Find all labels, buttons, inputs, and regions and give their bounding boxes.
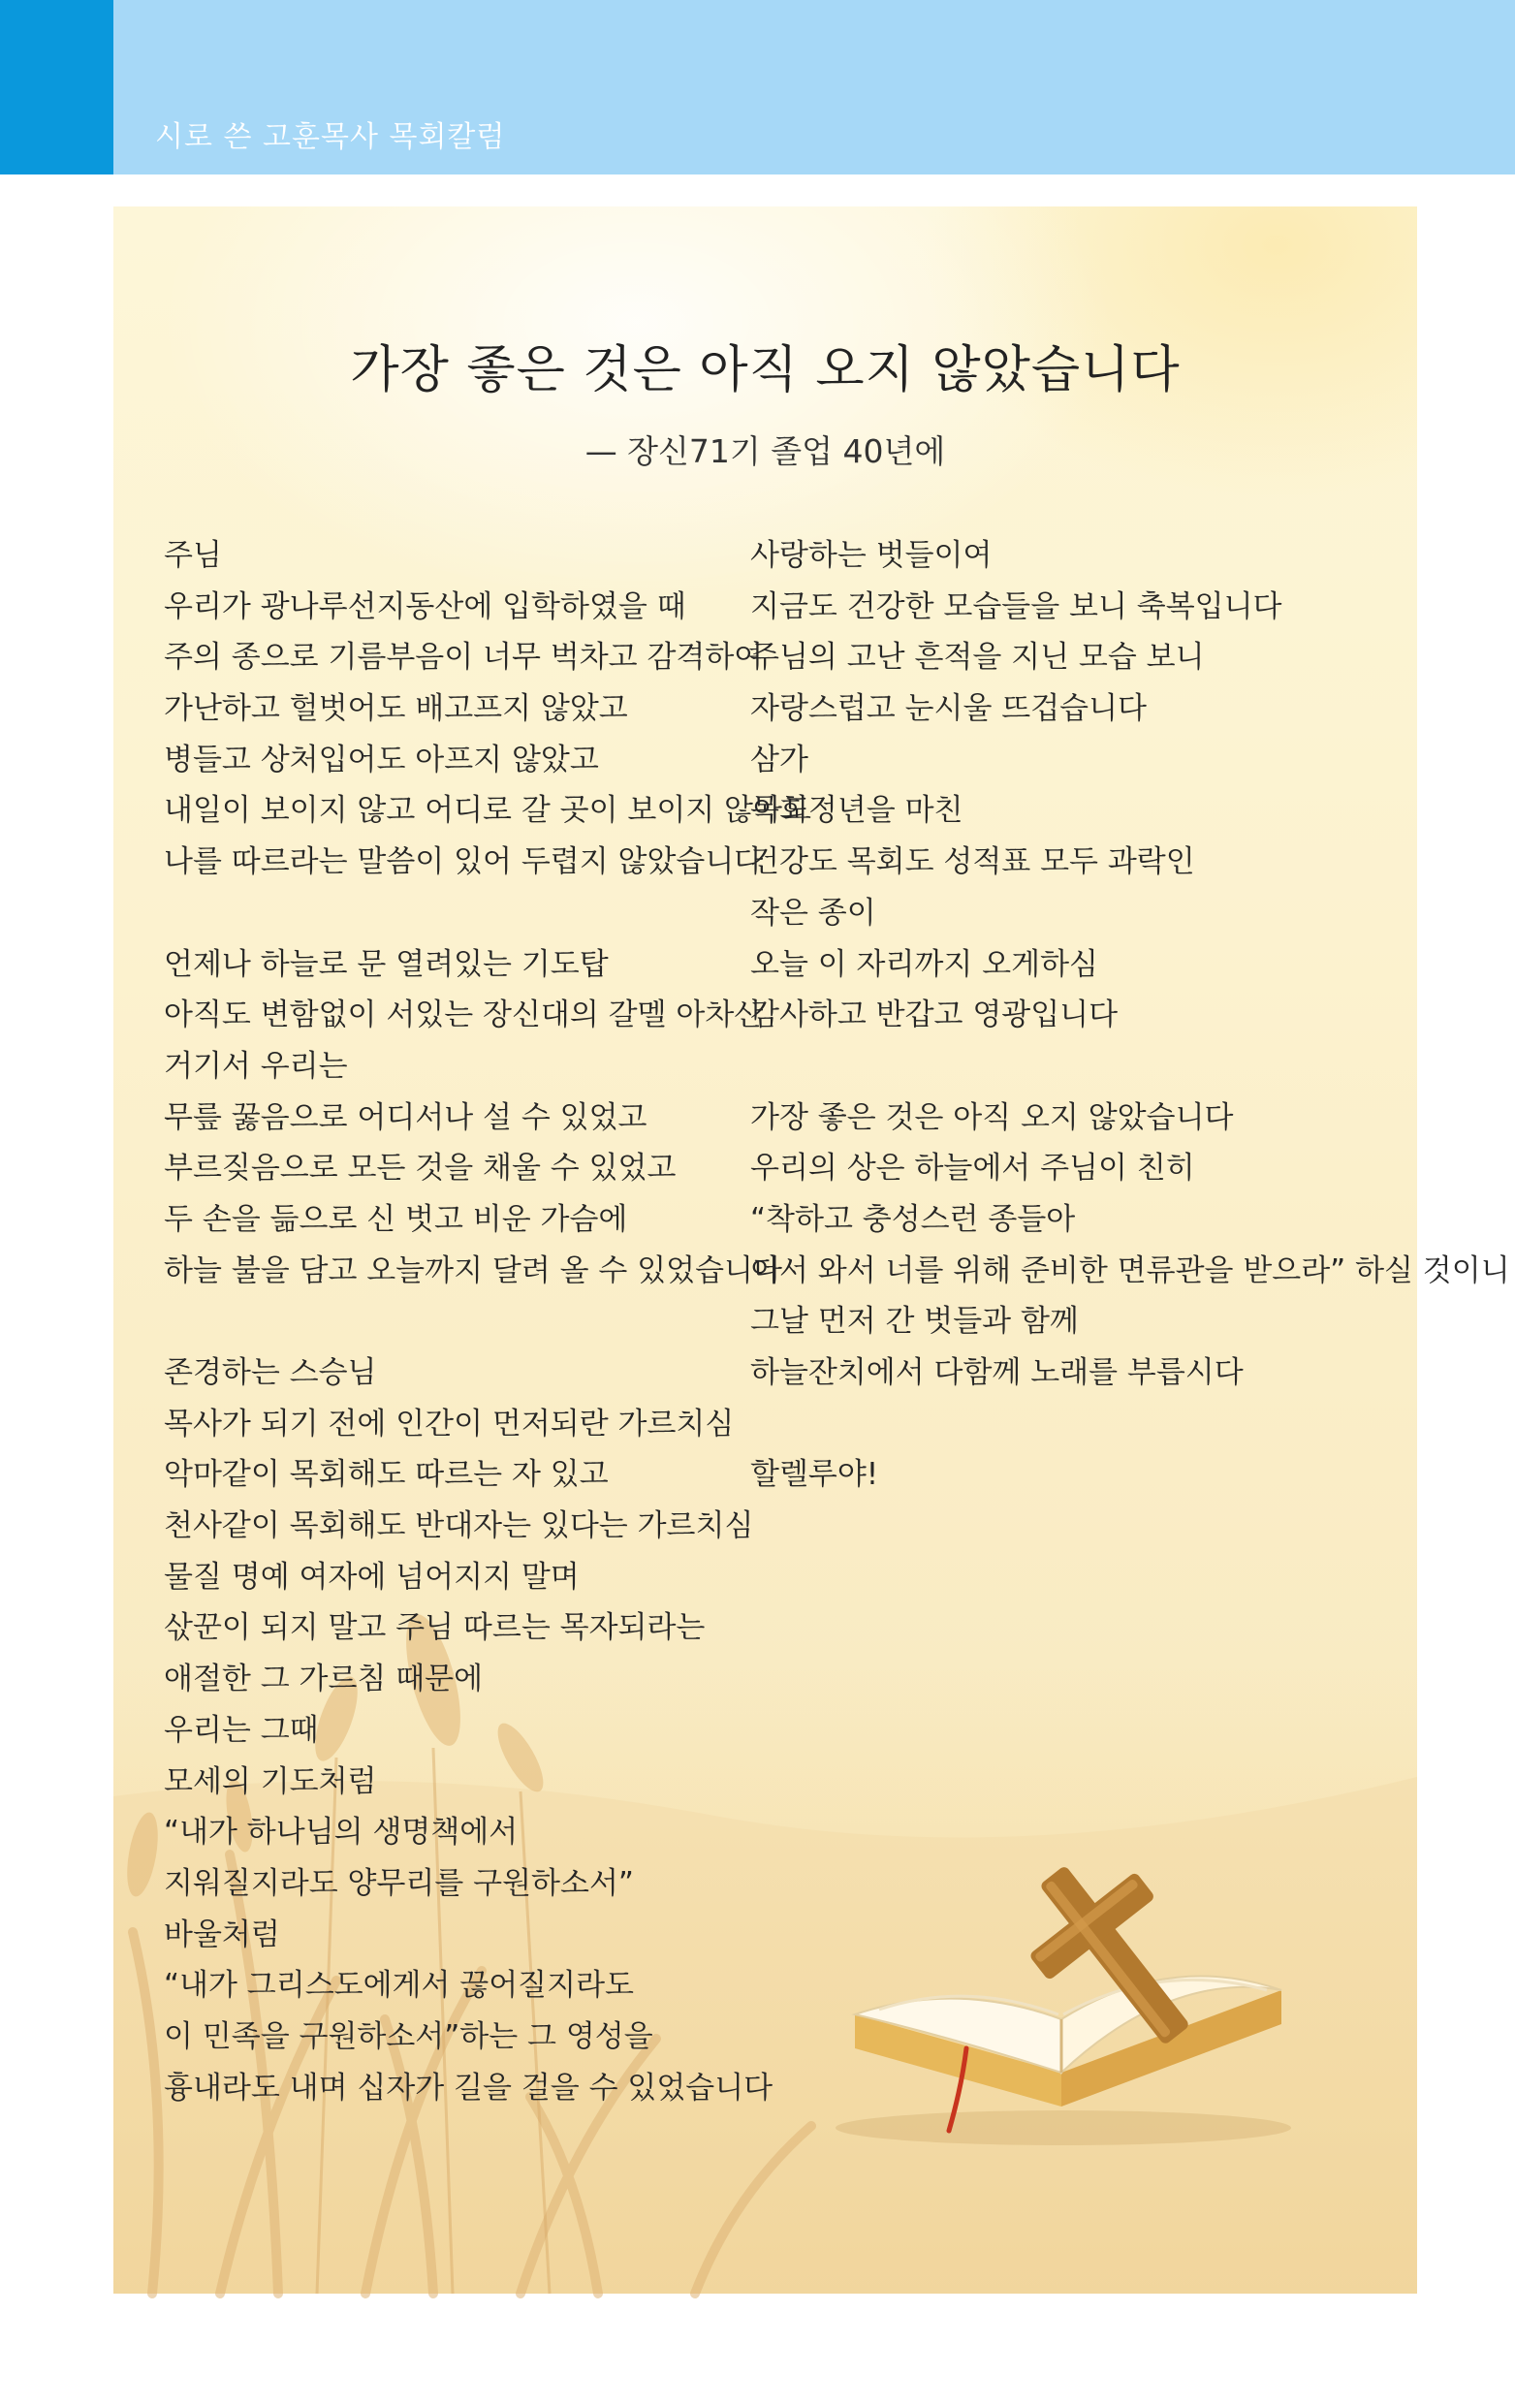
poem-line — [750, 1041, 1510, 1093]
poem-line: 지금도 건강한 모습들을 보니 축복입니다 — [750, 588, 1282, 624]
poem-line: 할렐루야! — [750, 1457, 879, 1493]
poem-line: 오늘 이 자리까지 오게하심 — [750, 946, 1098, 982]
poem-line: 거기서 우리는 — [164, 1048, 348, 1084]
poem-line: 주의 종으로 기름부음이 너무 벅차고 감격하여 — [164, 640, 764, 676]
poem-line: 삼가 — [750, 742, 808, 777]
poem-line: 내일이 보이지 않고 어디로 갈 곳이 보이지 않아도 — [164, 793, 811, 829]
section-title: 시로 쓴 고훈목사 목회칼럼 — [155, 120, 506, 154]
poem-line — [164, 1296, 811, 1347]
poem-line — [750, 1399, 1510, 1450]
poem-line: 악마같이 목회해도 따르는 자 있고 — [164, 1457, 609, 1493]
poem-line: 흉내라도 내며 십자가 길을 걸을 수 있었습니다 — [164, 2070, 773, 2106]
poem-line: 가난하고 헐벗어도 배고프지 않았고 — [164, 691, 628, 727]
poem-line: 목사가 되기 전에 인간이 먼저되란 가르치심 — [164, 1406, 735, 1442]
poem-line: “내가 하나님의 생명책에서 — [164, 1815, 519, 1851]
poem-line: 이 민족을 구원하소서”하는 그 영성을 — [164, 2018, 653, 2054]
poem-line: 가장 좋은 것은 아직 오지 않았습니다 — [750, 1099, 1234, 1135]
poem-title: 가장 좋은 것은 아직 오지 않았습니다 — [350, 341, 1181, 399]
poem-subtitle: — 장신71기 졸업 40년에 — [584, 432, 946, 470]
poem-line: 감사하고 반갑고 영광입니다 — [750, 998, 1119, 1033]
poem-panel — [113, 206, 1510, 2294]
poem-left-column — [164, 530, 811, 2113]
poem-line: “내가 그리스도에게서 끊어질지라도 — [164, 1968, 634, 2004]
poem-line: 우리는 그때 — [164, 1712, 319, 1748]
poem-line — [164, 888, 811, 939]
poem-line: 주님의 고난 흔적을 지닌 모습 보니 — [750, 640, 1205, 676]
poem-line: 애절한 그 가르침 때문에 — [164, 1662, 484, 1697]
poem-line: 모세의 기도처럼 — [164, 1763, 377, 1799]
poem-line: 부르짖음으로 모든 것을 채울 수 있었고 — [164, 1151, 677, 1187]
poem-line: 그날 먼저 간 벗들과 함께 — [750, 1304, 1079, 1340]
poem-line: 사랑하는 벗들이여 — [750, 538, 993, 573]
poem-right-column — [750, 530, 1510, 1501]
poem-line: 지워질지라도 양무리를 구원하소서” — [164, 1865, 634, 1901]
poem-line: 삯꾼이 되지 말고 주님 따르는 목자되라는 — [164, 1610, 706, 1646]
poem-line: 우리가 광나루선지동산에 입학하였을 때 — [164, 588, 686, 624]
poem-line: 목회정년을 마친 — [750, 793, 963, 829]
poem-line: 물질 명예 여자에 넘어지지 말며 — [164, 1559, 580, 1595]
poem-line: 건강도 목회도 성적표 모두 과락인 — [750, 844, 1195, 880]
poem-line: 주님 — [164, 538, 222, 573]
poem-line: 하늘잔치에서 다함께 노래를 부릅시다 — [750, 1355, 1244, 1390]
poem-line: 하늘 불을 담고 오늘까지 달려 올 수 있었습니다 — [164, 1252, 782, 1288]
poem-line: 우리의 상은 하늘에서 주님이 친히 — [750, 1151, 1195, 1187]
poem-line: 작은 종이 — [750, 895, 876, 931]
poem-line: “착하고 충성스런 종들아 — [750, 1201, 1076, 1237]
poem-line: 아직도 변함없이 서있는 장신대의 갈멜 아차산 — [164, 998, 764, 1033]
poem-line: 천사같이 목회해도 반대자는 있다는 가르치심 — [164, 1508, 754, 1544]
header-accent-block — [0, 0, 113, 174]
poem-line: 무릎 꿇음으로 어디서나 설 수 있었고 — [164, 1099, 647, 1135]
poem-line: 두 손을 듦으로 신 벗고 비운 가슴에 — [164, 1201, 628, 1237]
poem-line: 자랑스럽고 눈시울 뜨겁습니다 — [750, 691, 1148, 727]
poem-line: 병들고 상처입어도 아프지 않았고 — [164, 742, 599, 777]
poem-line: 어서 와서 너를 위해 준비한 면류관을 받으라” 하실 것이니 — [750, 1252, 1510, 1288]
poem-line: 바울처럼 — [164, 1917, 280, 1952]
poem-line: 존경하는 스승님 — [164, 1355, 377, 1390]
poem-line: 나를 따르라는 말씀이 있어 두렵지 않았습니다 — [164, 844, 764, 880]
poem-line: 언제나 하늘로 문 열려있는 기도탑 — [164, 946, 609, 982]
open-bible-with-cross-icon — [821, 1845, 1306, 2165]
